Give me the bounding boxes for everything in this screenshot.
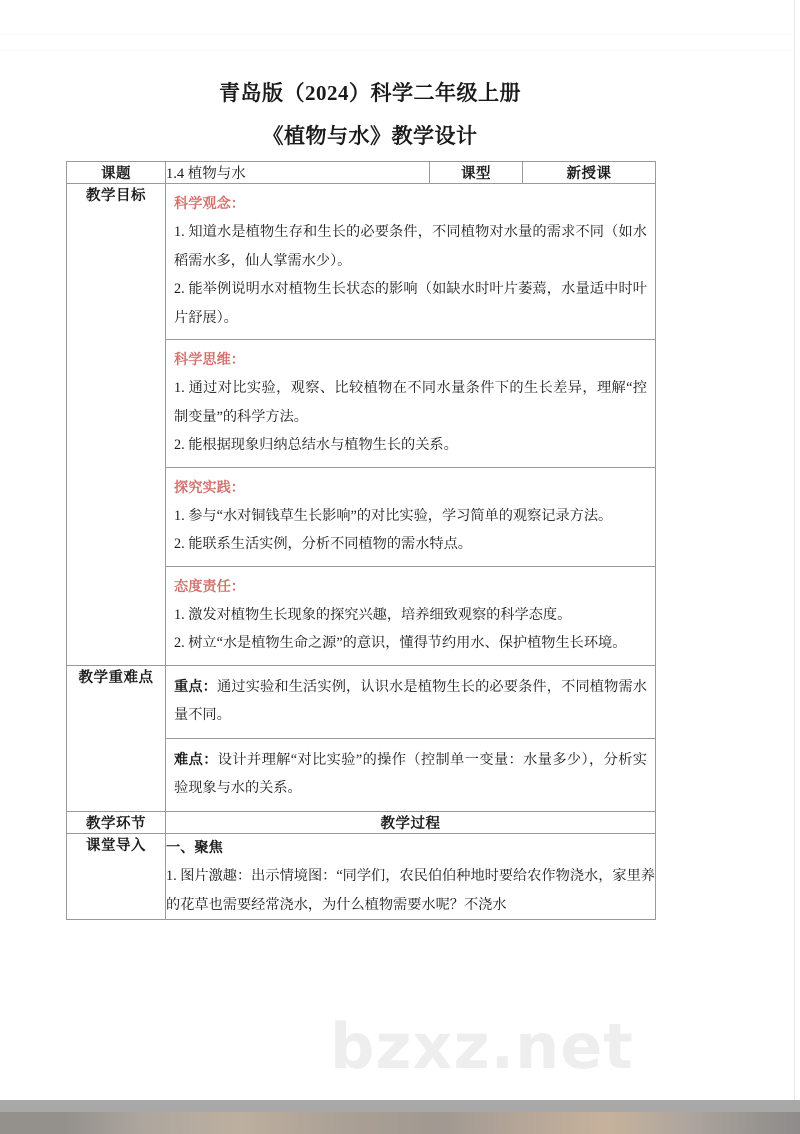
scan-seam-line <box>0 34 795 35</box>
objective-block-inquiry-practice <box>166 468 655 567</box>
objectives-body-cell <box>166 184 656 666</box>
key-point-line <box>174 673 647 730</box>
page-break-gap <box>0 1100 800 1112</box>
key-point-block-difficulty <box>166 739 655 811</box>
objective-line: 2. 能举例说明水对植物生长状态的影响（如缺水时叶片萎蔫，水量适中时叶片舒展）。 <box>174 281 647 326</box>
table-row-objectives <box>67 184 656 666</box>
objective-line: 2. 能根据现象归纳总结水与植物生长的关系。 <box>174 437 458 453</box>
key-points-label-cell: 教学重难点 <box>67 665 166 811</box>
objectives-block-stack <box>166 184 655 665</box>
key-point-text: 设计并理解“对比实验”的操作（控制单一变量：水量多少），分析实验现象与水的关系。 <box>174 751 647 796</box>
scan-seam-line <box>0 50 795 51</box>
page-subtitle: 《植物与水》教学设计 <box>262 124 478 148</box>
topic-value-cell: 1.4 植物与水 <box>166 162 430 184</box>
page-title: 青岛版（2024）科学二年级上册 <box>219 81 521 105</box>
lesson-type-label-cell: 课型 <box>430 162 523 184</box>
objective-heading: 科学思维： <box>174 352 245 368</box>
key-points-body-cell <box>166 665 656 811</box>
key-point-text: 通过实验和生活实例，认识水是植物生长的必要条件，不同植物需水量不同。 <box>174 678 647 723</box>
objective-line: 1. 知道水是植物生存和生长的必要条件，不同植物对水量的需求不同（如水稻需水多，仙人掌需水少）。 <box>174 224 647 269</box>
document-title-block <box>0 76 740 153</box>
objective-line: 1. 参与“水对铜钱草生长影响”的对比实验，学习简单的观察记录方法。 <box>174 507 613 524</box>
next-page-edge <box>0 1112 800 1134</box>
objectives-label-cell: 教学目标 <box>67 184 166 666</box>
lesson-plan-table <box>66 161 656 920</box>
objective-block-attitude-responsibility <box>166 567 655 665</box>
lesson-intro-body-cell <box>166 833 656 920</box>
table-row-key-points <box>67 665 656 811</box>
objective-line: 2. 能联系生活实例，分析不同植物的需水特点。 <box>174 536 472 552</box>
process-column-header: 教学过程 <box>166 811 656 833</box>
table-row-lesson-intro <box>67 833 656 920</box>
lesson-intro-text: 1. 图片激趣：出示情境图：“同学们，农民伯伯种地时要给农作物浇水，家里养的花草也需要经常浇水，为什么植物需要水呢？不浇水 <box>166 868 655 913</box>
objective-heading: 科学观念： <box>174 196 245 212</box>
objective-block-science-concept <box>166 184 655 340</box>
objective-heading: 态度责任： <box>174 578 245 595</box>
key-point-line <box>174 746 647 803</box>
table-row-topic <box>67 162 656 184</box>
objective-line: 1. 通过对比实验，观察、比较植物在不同水量条件下的生长差异，理解“控制变量”的科学方法。 <box>174 380 647 425</box>
lesson-type-value-cell: 新授课 <box>523 162 656 184</box>
key-point-tag: 难点： <box>174 751 218 768</box>
table-row-process-header <box>67 811 656 833</box>
objective-line: 2. 树立“水是植物生命之源”的意识，懂得节约用水、保护植物生长环境。 <box>174 635 627 651</box>
key-point-tag: 重点： <box>174 678 218 695</box>
lesson-intro-subheading: 一、聚焦 <box>166 839 223 856</box>
objective-block-science-thinking <box>166 340 655 468</box>
key-point-block-emphasis <box>166 666 655 739</box>
topic-label-cell: 课题 <box>67 162 166 184</box>
stage-label-lesson-intro: 课堂导入 <box>67 833 166 920</box>
objective-line: 1. 激发对植物生长现象的探究兴趣，培养细致观察的科学态度。 <box>174 606 572 623</box>
stage-column-header: 教学环节 <box>67 811 166 833</box>
site-watermark: bzxz.net <box>330 1010 634 1083</box>
objective-heading: 探究实践： <box>174 479 245 496</box>
key-points-block-stack <box>166 666 655 811</box>
